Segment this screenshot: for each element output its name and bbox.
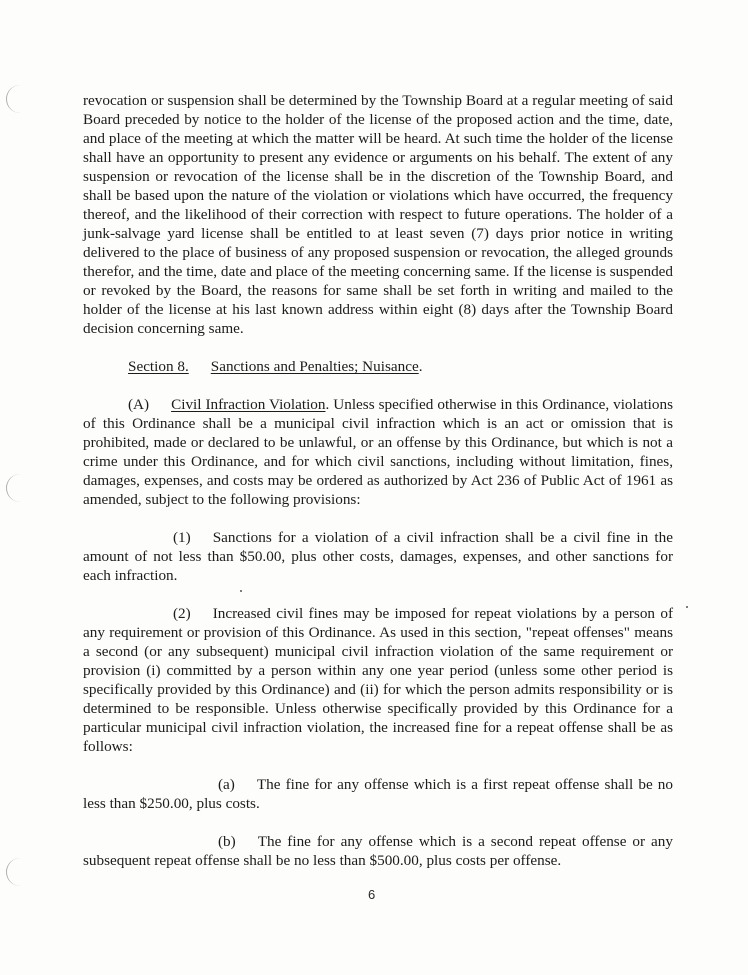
item-1: [83, 528, 673, 585]
item-b-text: The fine for any offense which is a second repeat offense or any subsequent repeat offense shall be no less than $500.00, plus costs per offense.: [83, 833, 673, 869]
item-1-text: Sanctions for a violation of a civil infraction shall be a civil fine in the amount of not less than $50.00, plus other costs, damages, expenses, and other sanctions for each infraction.: [83, 529, 673, 584]
hole-punch-mark-bottom: [6, 858, 29, 886]
item-a: [83, 775, 673, 813]
subsection-a: [83, 395, 673, 509]
scan-speck: [686, 606, 688, 608]
hole-punch-mark-top: [6, 85, 29, 113]
section-number: Section 8.: [128, 358, 189, 375]
hole-punch-mark-middle: [6, 474, 29, 502]
item-a-text: The fine for any offense which is a first repeat offense shall be no less than $250.00, plus costs.: [83, 776, 673, 812]
item-a-label: (a): [218, 776, 235, 793]
item-2: [83, 604, 673, 756]
document-page: [83, 91, 673, 889]
section-title-period: .: [418, 358, 423, 375]
paragraph-revocation: revocation or suspension shall be determined by the Township Board at a regular meeting of said Board preceded by notice to the holder of the license of the proposed action and the time, date, and place of the meeting at which the matter will be heard. At such time the holder of the license shall have an opportunity to present any evidence or arguments on his behalf. The extent of any suspension or revocation of the license shall be in the discretion of the Township Board, and shall be based upon the nature of the violation or violations which have occurred, the frequency thereof, and the likelihood of their correction with respect to future operations. The holder of a junk-salvage yard license shall be entitled to at least seven (7) days prior notice in writing delivered to the place of business of any proposed suspension or revocation, the alleged grounds therefor, and the time, date and place of the meeting concerning same. If the license is suspended or revoked by the Board, the reasons for same shall be set forth in writing and mailed to the holder of the license at his last known address within eight (8) days after the Township Board decision concerning same.: [83, 92, 673, 337]
page-number: 6: [368, 887, 376, 902]
section-heading: [128, 357, 673, 376]
item-b: [83, 832, 673, 870]
item-2-label: (2): [173, 605, 191, 622]
subsection-a-title: Civil Infraction Violation: [171, 396, 326, 413]
subsection-a-text: Unless specified otherwise in this Ordinance, violations of this Ordinance shall be a municipal civil infraction which is an act or omission that is prohibited, made or declared to be unlawful, or an offense by this Ordinance, but which is not a crime under this Ordinance, and for which civil sanctions, including without limitation, fines, damages, expenses, and costs may be ordered as authorized by Act 236 of Public Act of 1961 as amended, subject to the following provisions:: [83, 396, 674, 508]
subsection-a-label: (A): [128, 396, 150, 413]
item-2-text: Increased civil fines may be imposed for repeat violations by a person of any requirement or provision of this Ordinance. As used in this section, "repeat offenses" means a second (or any subsequent) municipal civil infraction violation of the same requirement or provision (i) committed by a person within any one year period (unless some other period is specifically provided by this Ordinance) and (ii) for which the person admits responsibility or is determined to be responsible. Unless otherwise specifically provided by this Ordinance for a particular municipal civil infraction violation, the increased fine for a repeat offense shall be as follows:: [83, 605, 673, 755]
subsection-a-title-period: .: [325, 396, 334, 413]
item-b-label: (b): [218, 833, 236, 850]
section-title: Sanctions and Penalties; Nuisance: [210, 358, 419, 375]
item-1-label: (1): [173, 529, 191, 546]
